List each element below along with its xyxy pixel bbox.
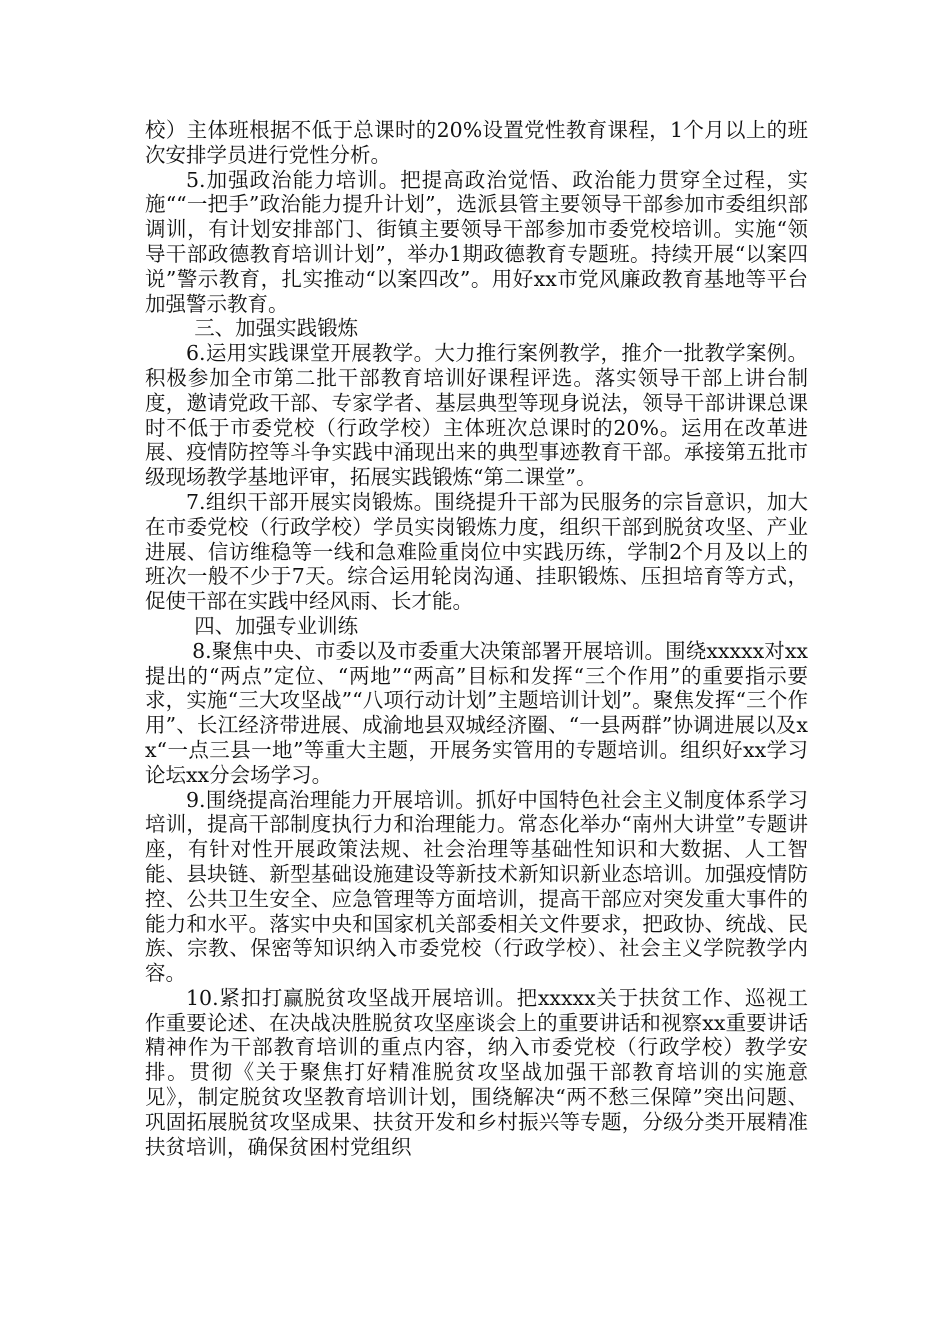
paragraph-item-6: 6.运用实践课堂开展教学。大力推行案例教学，推介一批教学案例。积极参加全市第二批干部教育培训好课程评选。落实领导干部上讲台制度，邀请党政干部、专家学者、基层典型等现身说法，领导干部讲课总课时不低于市委党校（行政学校）主体班次总课时的20%。运用在改革进展、疫情防控等斗争实践中涌现出来的典型事迹教育干部。承接第五批市级现场教学基地评审，拓展实践锻炼“第二课堂”。 bbox=[145, 341, 808, 490]
paragraph-item-8: 8.聚焦中央、市委以及市委重大决策部署开展培训。围绕xxxxx对xx提出的“两点”定位、“两地”“两高”目标和发挥“三个作用”的重要指示要求，实施“三大攻坚战”“八项行动计划”主题培训计划”。聚焦发挥“三个作用”、长江经济带进展、成渝地县双城经济圈、“一县两群”协调进展以及xx“一点三县一地”等重大主题，开展务实管用的专题培训。组织好xx学习论坛xx分会场学习。 bbox=[145, 638, 808, 787]
paragraph-item-5: 5.加强政治能力培训。把提高政治觉悟、政治能力贯穿全过程，实施““一把手”政治能力提升计划”，选派县管主要领导干部参加市委组织部调训，有计划安排部门、街镇主要领导干部参加市委党校培训。实施“领导干部政德教育培训计划”，举办1期政德教育专题班。持续开展“以案四说”警示教育，扎实推动“以案四改”。用好xx市党风廉政教育基地等平台加强警示教育。 bbox=[145, 167, 808, 316]
document-body bbox=[145, 118, 808, 1159]
paragraph-item-9: 9.围绕提高治理能力开展培训。抓好中国特色社会主义制度体系学习培训，提高干部制度执行力和治理能力。常态化举办“南州大讲堂”专题讲座，有针对性开展政策法规、社会治理等基础性知识和大数据、人工智能、县块链、新型基础设施建设等新技术新知识新业态培训。加强疫情防控、公共卫生安全、应急管理等方面培训，提高干部应对突发重大事件的能力和水平。落实中央和国家机关部委相关文件要求，把政协、统战、民族、宗教、保密等知识纳入市委党校（行政学校）、社会主义学院教学内容。 bbox=[145, 787, 808, 986]
paragraph-continuation: 校）主体班根据不低于总课时的20%设置党性教育课程，1个月以上的班次安排学员进行党性分析。 bbox=[145, 118, 808, 167]
paragraph-item-7: 7.组织干部开展实岗锻炼。围绕提升干部为民服务的宗旨意识，加大在市委党校（行政学校）学员实岗锻炼力度，组织干部到脱贫攻坚、产业进展、信访维稳等一线和急难险重岗位中实践历练，学制2个月及以上的班次一般不少于7天。综合运用轮岗沟通、挂职锻炼、压担培育等方式，促使干部在实践中经风雨、长才能。 bbox=[145, 489, 808, 614]
paragraph-item-10: 10.紧扣打赢脱贫攻坚战开展培训。把xxxxx关于扶贫工作、巡视工作重要论述、在决战决胜脱贫攻坚座谈会上的重要讲话和视察xx重要讲话精神作为干部教育培训的重点内容，纳入市委党校（行政学校）教学安排。贯彻《关于聚焦打好精准脱贫攻坚战加强干部教育培训的实施意见》，制定脱贫攻坚教育培训计划，围绕解决“两不愁三保障”突出问题、巩固拓展脱贫攻坚成果、扶贫开发和乡村振兴等专题，分级分类开展精准扶贫培训，确保贫困村党组织 bbox=[145, 985, 808, 1159]
section-heading-4: 四、加强专业训练 bbox=[194, 613, 359, 638]
section-heading-3: 三、加强实践锻炼 bbox=[194, 316, 359, 341]
